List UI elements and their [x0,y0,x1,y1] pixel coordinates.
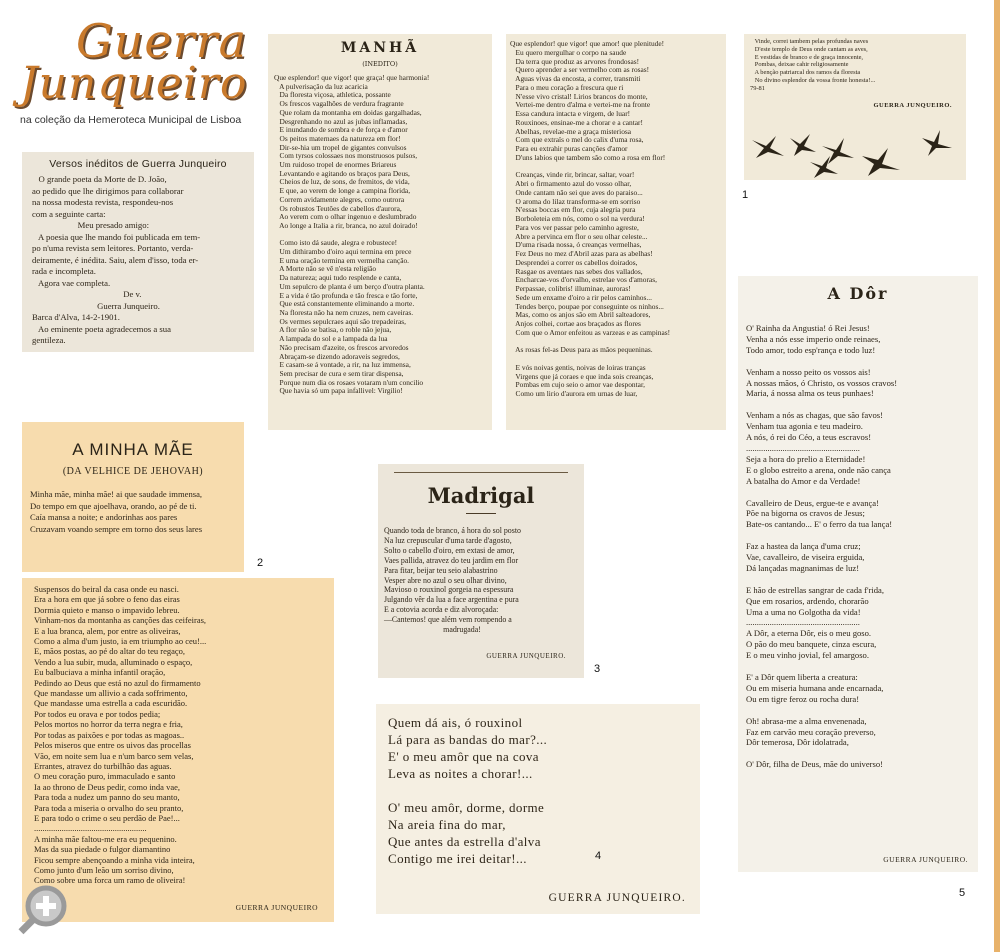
mae-title: A MINHA MÃE [72,440,194,459]
clipping-versos-ineditos [22,152,254,352]
label-3: 3 [594,663,601,675]
manha-text: Que esplendor! que vigor! que graça! que harmonia! A pulverisação da luz acaricia Da floresta viçosa, athletica, possante Os frescos vagalhões de verdura fragrante Que rolam da montanha em doidas gargalhadas, Desgrenhando no azul as jubas inflamadas, E inundando de sombra e de força e d'amor Os peitos maternaes da natureza em flor! Dir-se-hia um tropel de gigantes convulsos Com tyrsos colossaes nos monstruosos pulsos, Um ruidoso tropel de enormes Briareus Levantando e agitando os braços para Deus, Cheios de luz, de sons, de fremitos, de vida, E que, ao verem de longe a campina florida, Correm avidamente alegres, como outrora Os robustos Teutões de cabellos d'aurora, Ao verem com o olhar ingenuo e deslumbrado Ao longe a Italia a rir, branca, no azul doirado! Como isto dá saude, alegra e robustece! Um dithirambo d'oiro aqui termina em prece E uma oração termina em vermelha canção. A Morte não se vê n'esta religião Da natureza; aqui tudo resplende e canta, Um sepulcro de planta é um berço d'outra planta. E a vida é tão profunda e tão fresca e tão forte, Que está constantemente eliminando a morte. Na floresta não ha nem cruzes, nem caveiras. Os vermes sepulcraes aqui são trepadeiras, A flor não se batisa, o roble não jejua, A lampada do sol e a lampada da lua Não precisam d'azeite, os frescos arvoredos Abraçam-se dizendo adoraveis segredos, E casam-se á vontade, a rir, na luz immensa, Sem precisar de cura e sem tirar dispensa, Porque num dia os rosaes votaram n'um concilio Que havia só um papa infallivel: Virgilio! [274,73,430,396]
clipping-madrigal [378,464,584,678]
madrigal-rule [466,513,496,514]
clipping-rouxinol [376,704,700,914]
clip1-text: Vinde, correi tambem pelas profundas naves D'este templo de Deus onde cantam as aves, E vestidas de branco e de graça innocente, Pombas, deixae cahir religiosamente A benção patriarcal dos ramos da floresta No divino esplendor da vossa fronte honesta!... 79-81 [750,38,876,92]
mae-continuation-text: Suspensos do beiral da casa onde eu nasci. Era a hora em que já sobre o feno das eiras Dormia quieto e manso o impavido lebreu. Vinham-nos da montanha as canções das ceifeiras, E a lua branca, alem, por entre as oliveiras, Como a alma d'um justo, ia em triumpho ao ceu!... E, mãos postas, ao pé do altar do teu regaço, Vendo a lua subir, muda, alluminado o espaço, Eu balbuciava a minha infantil oração, Pedindo ao Deus que está no azul do firmamento Que mandasse um allivio a cada soffrimento, Que mandasse uma estrella a cada escuridão. Por todos eu orava e por todos pedia; Pelos mortos no horror da terra negra e fria, Por todas as paixões e por todas as magoas.. Pelos miseros que entre os uivos das procellas Vão, em noite sem lua e n'um barco sem velas, Errantes, atravez do turbilhão das aguas. O meu coração puro, immaculado e santo Ia ao throno de Deus pedir, como inda vae, Para toda a nudez um panno do seu manto, Para toda a miseria o orvalho do seu pranto, E para todo o crime o seu perdão de Pae!... ..................................................... A minha mãe faltou-me era eu pequenino. Mas da sua piedade o fulgor diamantino Ficou sempre abençoando a minha vida inteira, Como junto d'um leão um sorriso divino, Como sobre uma forca um ramo de oliveira! [34,584,207,886]
logo-line2: Junqueiro [20,58,248,109]
manha-continuation-text: Que esplendor! que vigor! que amor! que plenitude! Eu quero mergulhar o corpo na saude Da terra que produz as arvores frondosas! Quero aprender a ser vermelho com as rosas! Aguas vivas da encosta, a correr, transmiti Para o meu coração a frescura que ri N'esse vivo cristal! Lirios brancos do monte, Vertei-me dentro d'alma e vertei-me na fronte Essa candura intacta e virgem, de luar! Rouxinoes, ensinae-me a chorar e a cantar! Abelhas, revelae-me a graça misteriosa Com que extraïs o mel do calix d'uma rosa, Para eu extrahir puras canções d'amor D'uns labios que tambem são como a rosa em flor! Creanças, vinde rir, brincar, saltar, voar! Abri o firmamento azul do vosso olhar, Onde cantam não sei que aves do paraiso... O aroma do lilaz transforma-se em sorriso N'essas boccas em flor, cuja alegria pura Borboleteia em nós, como o sol na verdura! Para vos ver passar pelo caminho agreste, Abre a pervinca em flor o seu olhar celeste... D'uma risada nossa, ó creanças vermelhas, Fez Deus no mez d'Abril azas para as abelhas! Desprendei a correr os cabellos doirados, Rasgae os aventaes nas sebes dos vallados, Encharcae-vos d'orvalho, estrelae vos d'amoras, Perpassae, colibris! illuminae, auroras! Sede um enxame d'oiro a rir pelos caminhos... Tendes berço, poupae por conseguinte os ninhos... Mas, como os anjos são em Abril salteadores, Anjos colhei, cortae aos braçados as flores Com que o Amor enfeitou as varzeas e as campinas! As rosas fel-as Deus para as mãos pequeninas. E vós noivas gentis, noivas de loiras tranças Virgens que já coraes e que inda sois creanças, Pombas em cujo seio o amor vae despontar, Como um lirio d'aurora em urnas de luar, [510,39,671,398]
madrigal-text: Quando toda de branco, á hora do sol posto Na luz crepuscular d'uma tarde d'agosto, Solto o cabello d'oiro, em extasi de amor, Vaes pallida, atravez do teu jardim em flor Para fitar, beijar teu seio alabastrino Vesper abre no azul o seu olhar divino, Mavioso o rouxinol gorgeia na espessura Julgando vêr da lua a face argentina e pura E a cotovia acorda e diz alvoroçada: —Cantemos! que além vem rompendo a madrugada! [384,526,521,635]
rouxinol-text: Quem dá ais, ó rouxinol Lá para as bandas do mar?... E' o meu amôr que na cova Leva as noites a chorar!... O' meu amôr, dorme, dorme Na areia fina do mar, Que antes da estrella d'alva Contigo me irei deitar!... [388,715,548,866]
zoom-icon[interactable] [16,880,74,938]
dor-title: A Dôr [827,284,889,303]
clipping-manha [268,34,492,430]
swallows-illustration [744,118,966,178]
versos-text: O grande poeta da Morte de D. João, ao pedido que lhe dirigimos para collaborar na nossa modesta revista, respondeu-nos com a seguinte carta: Meu presado amigo: A poesia que lhe mando foi publicada em tem- po n'uma revista sem leitores. Portanto, verda- deiramente, é inédita. Saiu, alem d'isso, toda er- rada e incompleta. Agora vae completa. De v. Guerra Junqueiro. Barca d'Alva, 14-2-1901. Ao eminente poeta agradecemos a sua gentileza. [32,174,201,345]
dor-text: O' Rainha da Angustia! ó Rei Jesus! Venha a nós esse imperio onde reinaes, Todo amor, todo esp'rança e todo luz! Venham a nosso peito os vossos ais! A nossas mãos, ó Christo, os vossos cravos! Maria, á nossa alma os teus punhaes! Venham a nós as chagas, que são favos! Venham tua agonia e teu madeiro. A nós, ó rei do Céo, a teus escravos! ..................................................... Seja a hora do prelio a Eternidade! E o globo estreito a arena, onde não cança A batalha do Amor e da Verdade! Cavalleiro de Deus, ergue-te e avança! Põe na bigorna os cravos de Jesus; Bate-os cantando... E' o ferro da tua lança! Faz a hastea da lança d'uma cruz; Vae, cavalleiro, de viseira erguida, Dá lançadas magnanimas de luz! E hão de estrellas sangrar de cada f'rida, Que em rosarios, ardendo, chorarão Uma a uma no Golgotha da vida! ..................................................... A Dôr, a eterna Dôr, eis o meu goso. O pão do meu banquete, cinza escura, E o meu vinho jovial, fel amargoso. E' a Dôr quem liberta a creatura: Ou em miseria humana ande encarnada, Ou em tigre feroz ou rocha dura! Oh! abrasa-me a alma envenenada, Faz em carvão meu coração preverso, Dôr temerosa, Dôr idolatrada, O' Dôr, filha de Deus, mãe do universo! [746,323,898,770]
logo-line1: Guerra [76,14,247,68]
label-5: 5 [959,887,966,899]
right-edge-bar [994,0,1000,952]
dor-signature: GUERRA JUNQUEIRO. [883,855,968,864]
label-1: 1 [742,189,749,201]
rouxinol-signature: GUERRA JUNQUEIRO. [548,892,686,904]
clip1-signature: GUERRA JUNQUEIRO. [873,102,952,109]
madrigal-signature: GUERRA JUNQUEIRO. [486,652,566,660]
versos-title: Versos inéditos de Guerra Junqueiro [49,158,227,170]
clipping-manha-continuation [506,34,726,430]
madrigal-title: Madrigal [427,483,535,508]
madrigal-ornament [394,472,568,473]
mae-subtitle: (DA VELHICE DE JEHOVAH) [62,466,204,477]
clipping-1-swallows [744,34,966,180]
logo-subtitle: na coleção da Hemeroteca Municipal de Lisboa [20,114,242,126]
clipping-a-dor [738,276,978,872]
label-4: 4 [595,850,602,862]
clipping-a-minha-mae [22,422,244,572]
manha-title: MANHÃ [340,40,420,56]
label-2: 2 [257,557,264,569]
manha-subtitle: (INEDITO) [362,60,398,68]
logo [14,14,264,134]
clipping-a-minha-mae-continuation [22,578,334,922]
mae-text: Minha mãe, minha mãe! ai que saudade immensa, Do tempo em que ajoelhava, orando, ao pé de ti. Caía mansa a noite; e andorinhas aos pares Cruzavam voando sempre em torno dos seus lares [30,489,203,534]
mae-signature: GUERRA JUNQUEIRO [235,903,318,912]
